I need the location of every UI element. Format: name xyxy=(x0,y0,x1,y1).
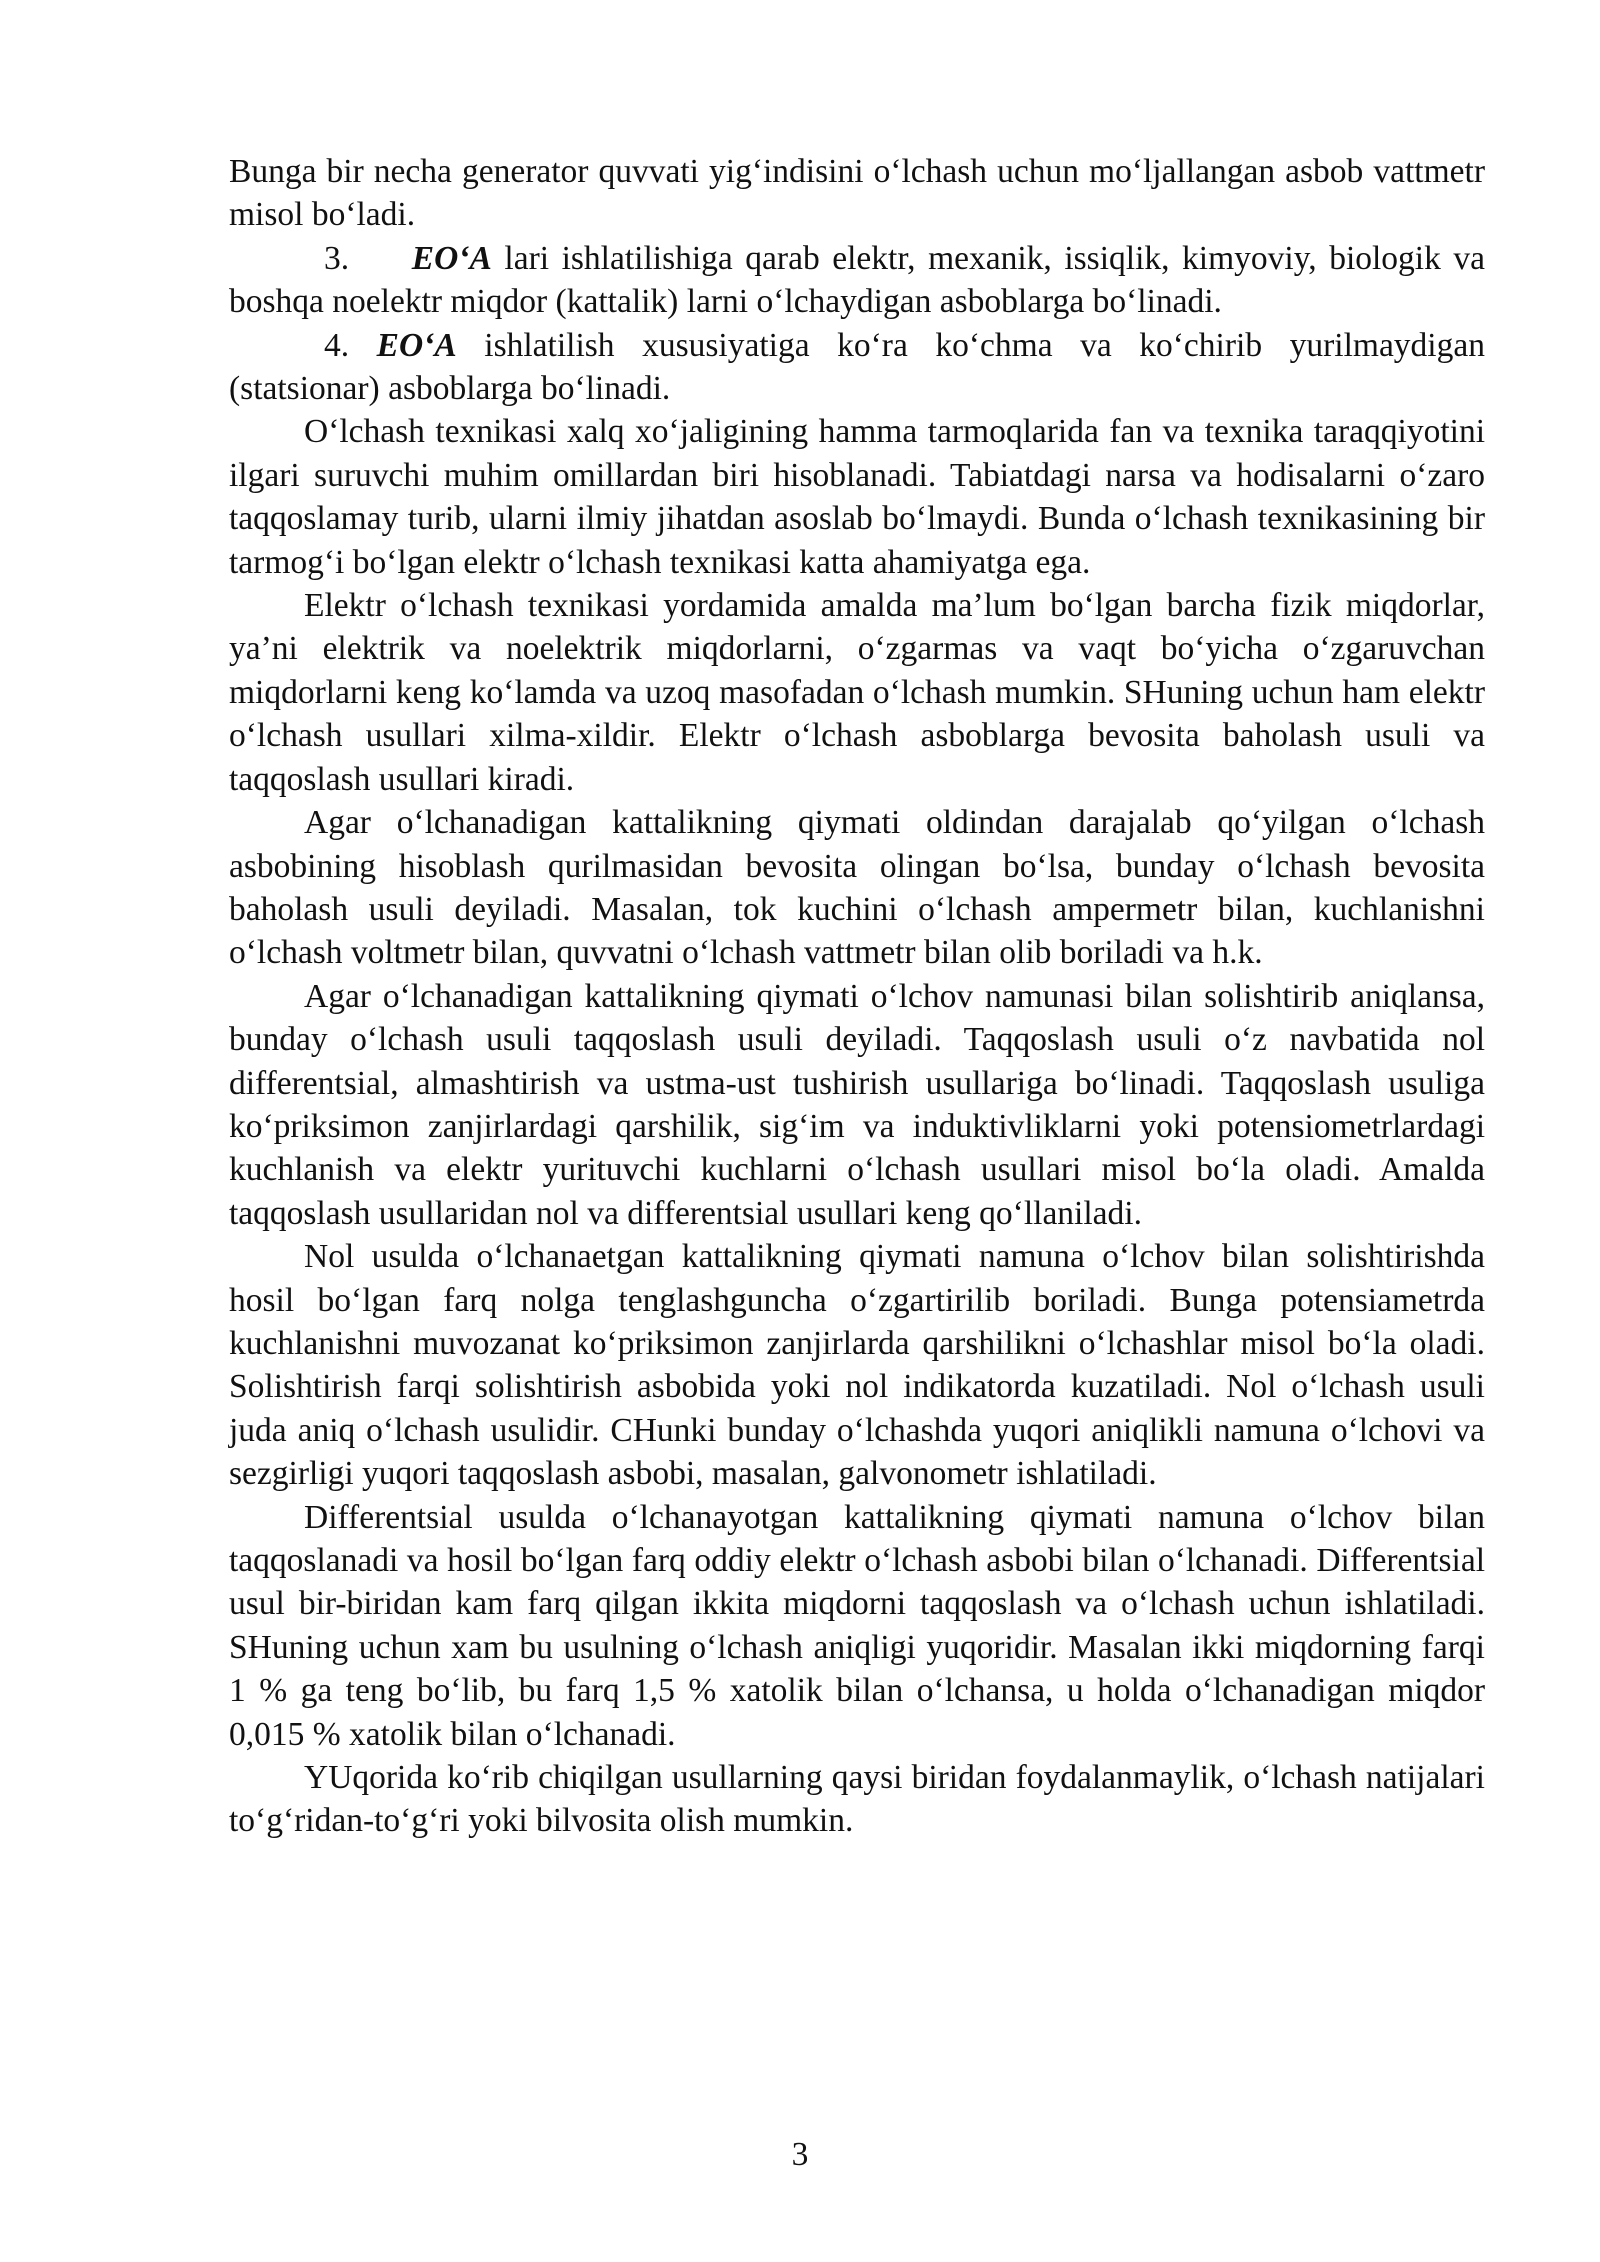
paragraph xyxy=(229,1496,1485,1756)
list-item-4 xyxy=(229,324,1485,411)
paragraph-text: Elektr o‘lchash texnikasi yordamida amalda ma’lum bo‘lgan barcha fizik miqdorlar, ya’ni elektrik va noelektrik miqdorlarni, o‘zgarmas va vaqt bo‘yicha o‘zgaruvchan miqdorlarni keng ko‘lamda va uzoq masofadan o‘lchash mumkin. SHuning uchun ham elektr o‘lchash usullari xilma-xildir. Elektr o‘lchash asboblarga bevosita baholash usuli va taqqoslash usullari kiradi. xyxy=(229,587,1485,798)
paragraph xyxy=(229,975,1485,1235)
paragraph-text: Bunga bir necha generator quvvati yig‘indisini o‘lchash uchun mo‘ljallangan asbob vattmetr misol bo‘ladi. xyxy=(229,153,1485,234)
list-number: 3. xyxy=(324,239,350,277)
abbreviation-emphasis: EO‘A xyxy=(376,326,457,364)
paragraph-text: YUqorida ko‘rib chiqilgan usullarning qaysi biridan foydalanmaylik, o‘lchash natijalari to‘g‘ridan-to‘g‘ri yoki bilvosita olish mumkin. xyxy=(229,1759,1485,1840)
paragraph-text: Agar o‘lchanadigan kattalikning qiymati o‘lchov namunasi bilan solishtirib aniqlansa, bunday o‘lchash usuli taqqoslash usuli deyiladi. Taqqoslash usuli o‘z navbatida nol differentsial, almashtirish va ustma-ust tushirish usullariga bo‘linadi. Taqqoslash usuliga ko‘priksimon zanjirlardagi qarshilik, sig‘im va induktivliklarni yoki potensiometrlardagi kuchlanish va elektr yurituvchi kuchlarni o‘lchash usullari misol bo‘la oladi. Amalda taqqoslash usullaridan nol va differentsial usullari keng qo‘llaniladi. xyxy=(229,977,1485,1232)
paragraph xyxy=(229,1756,1485,1843)
list-number: 4. xyxy=(324,326,350,364)
paragraph xyxy=(229,150,1485,237)
paragraph-text: lari ishlatilishiga qarab elektr, mexanik, issiqlik, kimyoviy, biologik va boshqa noelektr miqdor (kattalik) larni o‘lchaydigan asboblarga bo‘linadi. xyxy=(229,239,1486,321)
paragraph xyxy=(229,584,1485,801)
paragraph xyxy=(229,801,1485,975)
list-item-3 xyxy=(229,237,1485,324)
paragraph-text: Differentsial usulda o‘lchanayotgan kattalikning qiymati namuna o‘lchov bilan taqqoslanadi va hosil bo‘lgan farq oddiy elektr o‘lchash asbobi bilan o‘lchanadi. Differentsial usul bir-biridan kam farq qilgan ikkita miqdorni taqqoslash va o‘lchash uchun ishlatiladi. SHuning uchun xam bu usulning o‘lchash aniqligi yuqoridir. Masalan ikki miqdorning farqi 1 % ga teng bo‘lib, bu farq 1,5 % xatolik bilan o‘lchansa, u holda o‘lchanadigan miqdor 0,015 % xatolik bilan o‘lchanadi. xyxy=(229,1498,1485,1753)
document-page xyxy=(229,150,1485,1843)
abbreviation-emphasis: EO‘A xyxy=(411,239,492,277)
paragraph-text: O‘lchash texnikasi xalq xo‘jaligining hamma tarmoqlarida fan va texnika taraqqiyotini ilgari suruvchi muhim omillardan biri hisoblanadi. Tabiatdagi narsa va hodisalarni o‘zaro taqqoslamay turib, ularni ilmiy jihatdan asoslab bo‘lmaydi. Bunda o‘lchash texnikasining bir tarmog‘i bo‘lgan elektr o‘lchash texnikasi katta ahamiyatga ega. xyxy=(229,413,1485,581)
paragraph-text: Agar o‘lchanadigan kattalikning qiymati oldindan darajalab qo‘yilgan o‘lchash asbobining hisoblash qurilmasidan bevosita olingan bo‘lsa, bunday o‘lchash bevosita baholash usuli deyiladi. Masalan, tok kuchini o‘lchash ampermetr bilan, kuchlanishni o‘lchash voltmetr bilan, quvvatni o‘lchash vattmetr bilan olib boriladi va h.k. xyxy=(229,804,1485,972)
paragraph xyxy=(229,1235,1485,1495)
paragraph-text: Nol usulda o‘lchanaetgan kattalikning qiymati namuna o‘lchov bilan solishtirishda hosil bo‘lgan farq nolga tenglashguncha o‘zgartirilib boriladi. Bunga potensiametrda kuchlanishni muvozanat ko‘priksimon zanjirlarda qarshilikni o‘lchashlar misol bo‘la oladi. Solishtirish farqi solishtirish asbobida yoki nol indikatorda kuzatiladi. Nol o‘lchash usuli juda aniq o‘lchash usulidir. CHunki bunday o‘lchashda yuqori aniqlikli namuna o‘lchovi va sezgirligi yuqori taqqoslash asbobi, masalan, galvonometr ishlatiladi. xyxy=(229,1238,1485,1493)
page-number: 3 xyxy=(791,2136,809,2173)
paragraph-text: ishlatilish xususiyatiga ko‘ra ko‘chma va ko‘chirib yurilmaydigan (statsionar) asboblarga bo‘linadi. xyxy=(229,326,1485,408)
paragraph xyxy=(229,410,1485,584)
